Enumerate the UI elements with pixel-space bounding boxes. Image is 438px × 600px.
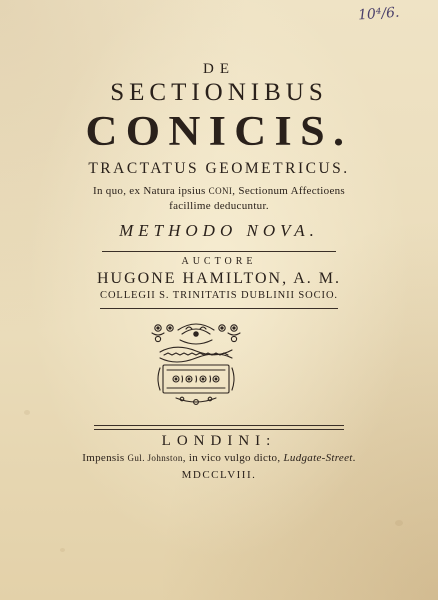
title-line-de: DE (203, 61, 235, 77)
auctore-label: AUCTORE (181, 256, 257, 267)
imprint-location: , in vico vulgo dicto, (182, 452, 281, 464)
title-line-conicis: CONICIS. (85, 109, 353, 155)
imprint-city: LONDINI: (161, 433, 277, 449)
imprint-rule-2 (94, 429, 344, 430)
title-line-methodo: METHODO NOVA. (119, 221, 319, 240)
foxing-spot (395, 520, 403, 526)
subtitle-coni: CONI (208, 186, 233, 196)
printer-ornament-icon (146, 318, 246, 408)
imprint-impensis: Impensis (82, 452, 125, 464)
imprint-printer: Gul. Johnston (127, 453, 183, 463)
imprint-street: Ludgate-Street (283, 452, 353, 464)
subtitle-line-2: facillime deducuntur. (169, 200, 269, 212)
divider-rule-top (102, 251, 336, 252)
foxing-spot (24, 410, 30, 415)
imprint-line (0, 452, 438, 464)
subtitle-line-1 (0, 185, 438, 197)
subtitle-text-b: , Sectionum Affectioens (232, 185, 346, 197)
author-name: HUGONE HAMILTON, A. M. (96, 270, 341, 287)
subtitle-text-a: In quo, ex Natura ipsius (92, 185, 206, 197)
foxing-spot (60, 548, 65, 552)
imprint-rule-1 (94, 425, 344, 426)
handwritten-shelfmark: 10⁴/6. (357, 4, 401, 24)
author-affiliation: COLLEGII S. TRINITATIS DUBLINII SOCIO. (100, 290, 338, 301)
title-line-sectionibus: SECTIONIBUS (110, 79, 328, 106)
imprint-date: MDCCLVIII. (181, 469, 257, 481)
imprint-end: . (352, 452, 356, 464)
title-line-tractatus: TRACTATUS GEOMETRICUS. (88, 160, 350, 177)
divider-rule-bottom (100, 308, 338, 309)
